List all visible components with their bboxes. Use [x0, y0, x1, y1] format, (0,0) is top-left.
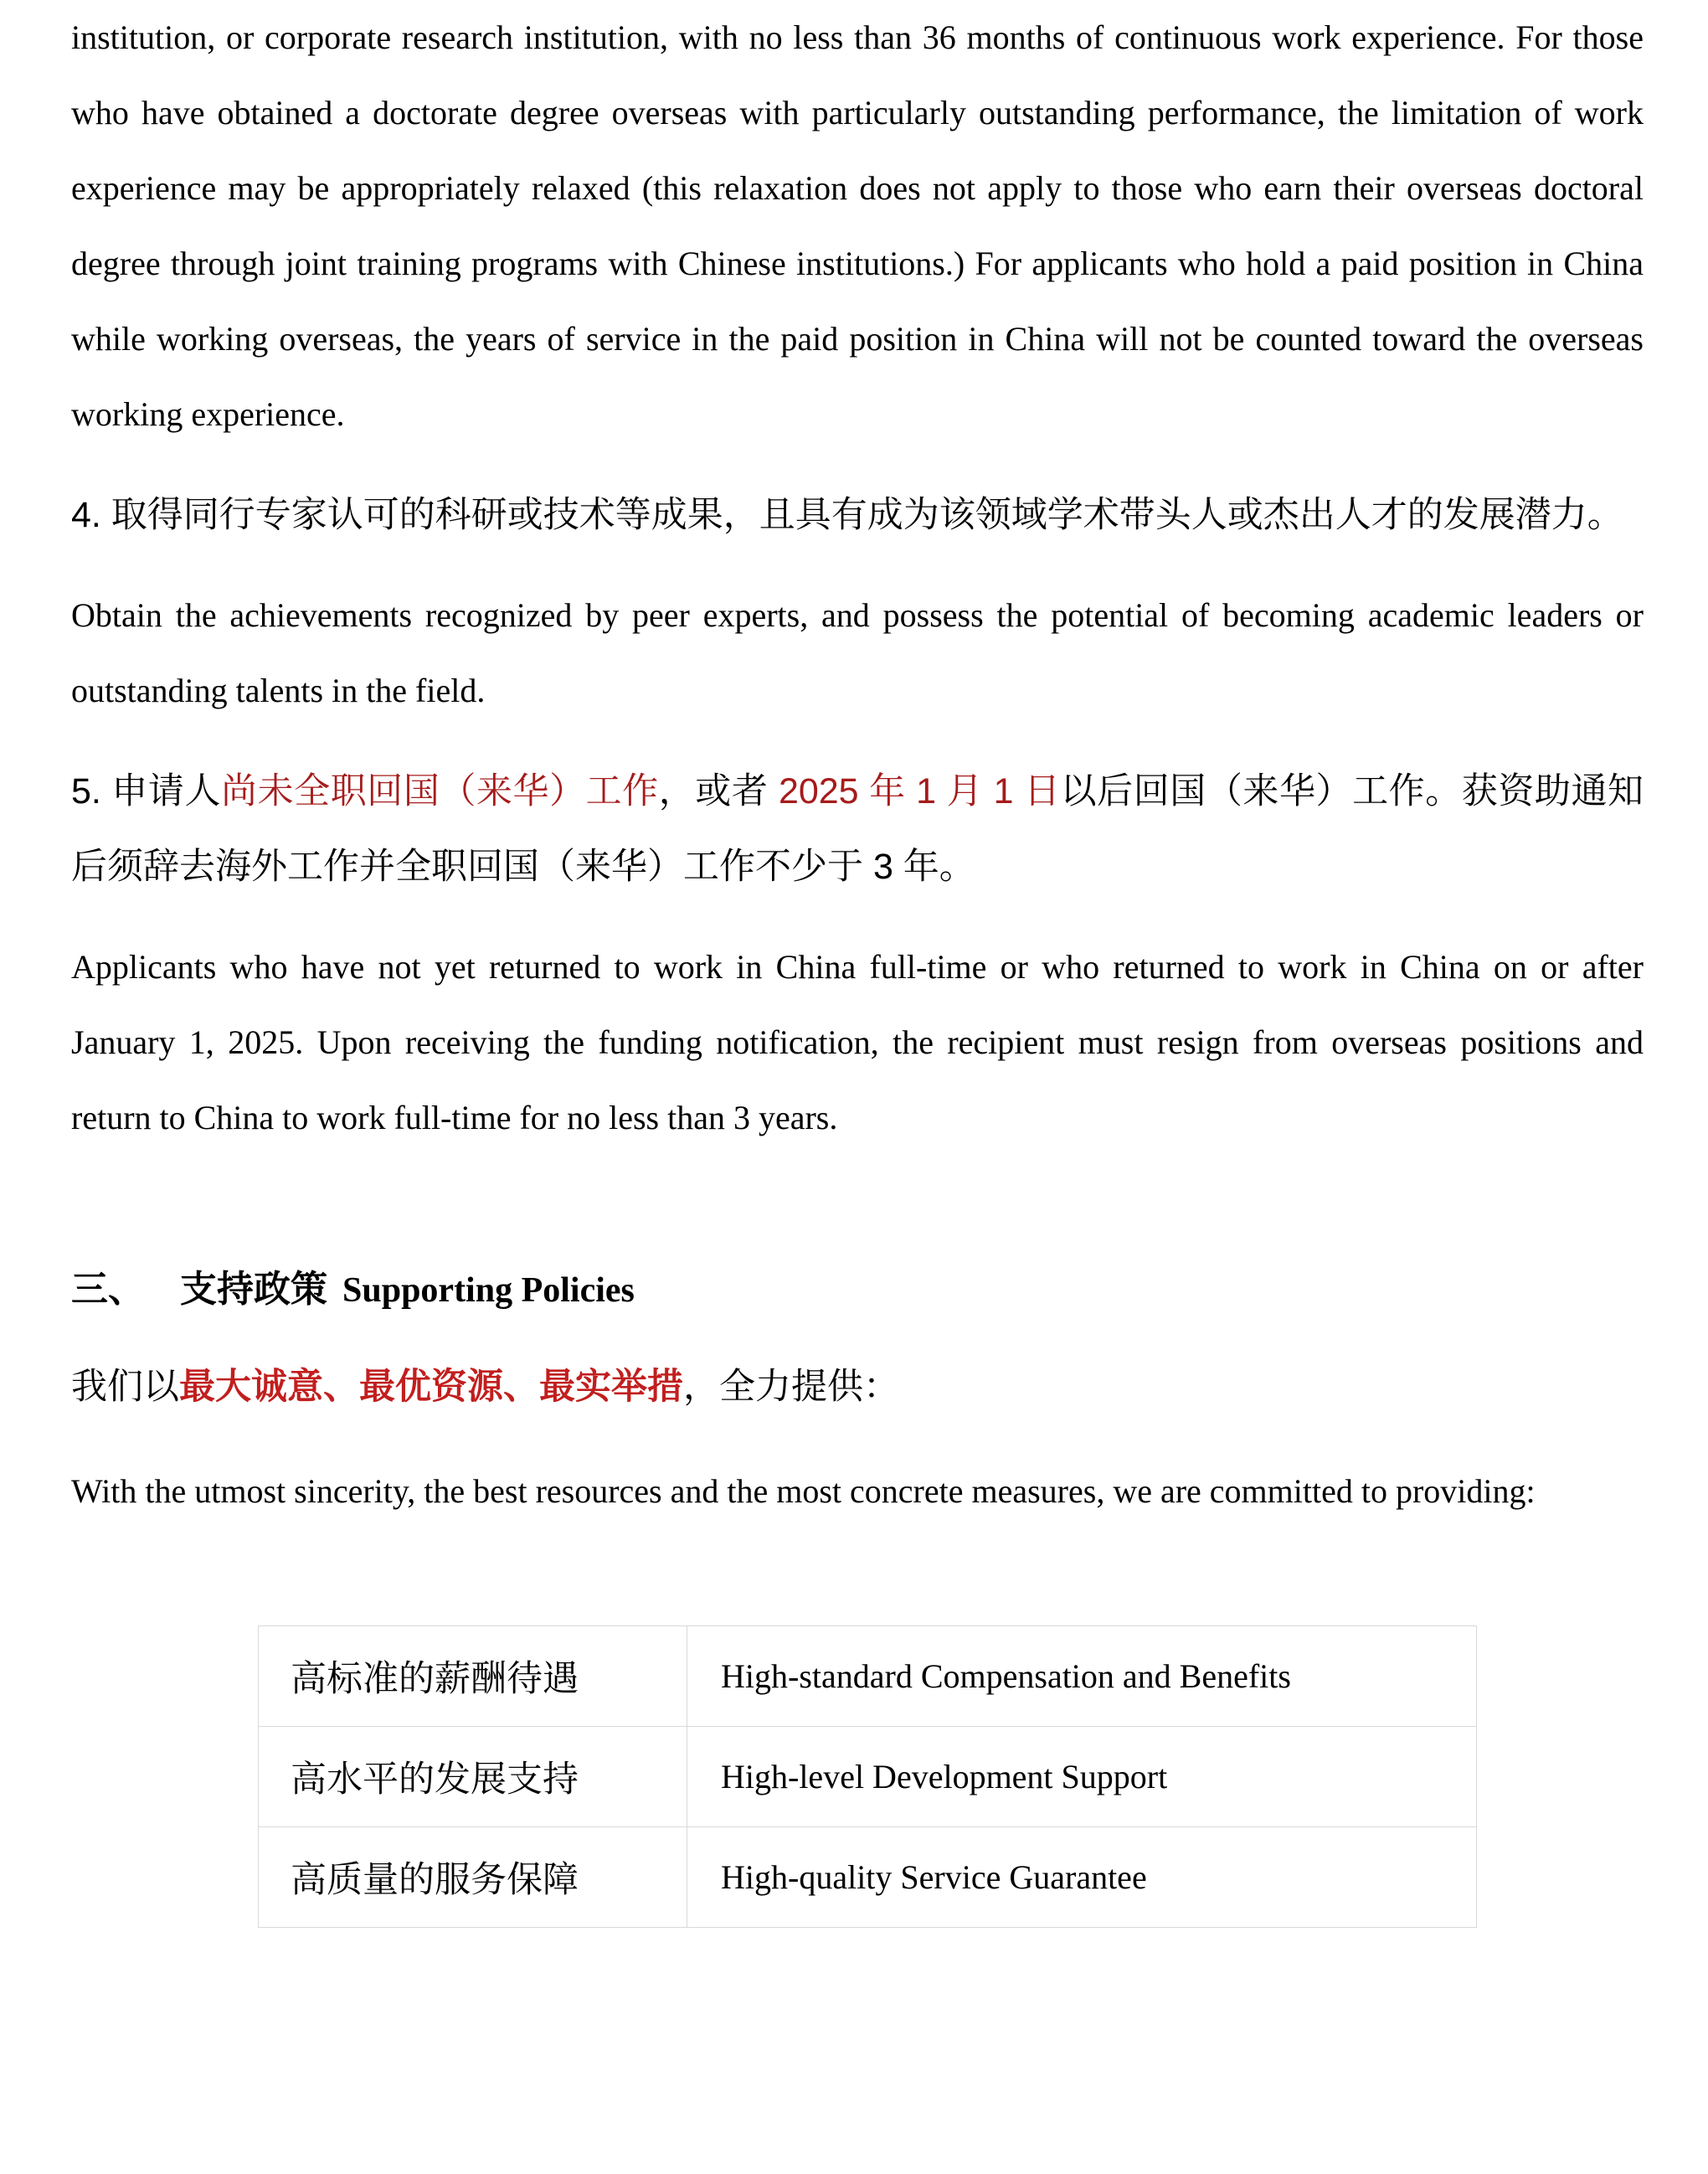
policy-red-emphasis: 最大诚意、最优资源、最实举措 — [179, 1367, 683, 1407]
policy-intro-english: With the utmost sincerity, the best resources and the most concrete measures, we are committed to providing: — [71, 1472, 1536, 1510]
policy-prefix: 我们以 — [71, 1367, 179, 1407]
section-heading-supporting-policies — [71, 1252, 1644, 1328]
paragraph-work-experience: institution, or corporate research institution, with no less than 36 months of continuous work experience. For those who have obtained a doctorate degree overseas with particularly outstanding performance, the limitation of work experience may be appropriately relaxed (this relaxation does not apply to those who earn their overseas doctoral degree through joint training programs with Chinese institutions.) For applicants who hold a paid position in China while working overseas, the years of service in the paid position in China will not be counted toward the overseas working experience. — [71, 18, 1644, 433]
table-row-service — [259, 1827, 1477, 1928]
item5-suffix: 以后回国（来华）工作。获资助通知后须辞去海外工作并全职回国（来华）工作不少于 3 年。 — [71, 771, 1644, 887]
item4-chinese: 4. 取得同行专家认可的科研或技术等成果，且具有成为该领域学术带头人或杰出人才的发展潜力。 — [71, 495, 1623, 535]
section-number: 三、 — [71, 1269, 145, 1310]
item4-english: Obtain the achievements recognized by peer experts, and possess the potential of becoming academic leaders or outstanding talents in the field. — [71, 596, 1644, 709]
policy-en-cell: High-standard Compensation and Benefits — [687, 1626, 1477, 1727]
item5-prefix: 5. 申请人 — [71, 771, 222, 811]
policy-zh-cell: 高标准的薪酬待遇 — [259, 1626, 687, 1727]
policy-suffix: ，全力提供： — [683, 1367, 899, 1407]
section-title-chinese: 支持政策 — [180, 1269, 327, 1310]
policy-zh-cell: 高质量的服务保障 — [259, 1827, 687, 1928]
policy-en-cell: High-level Development Support — [687, 1727, 1477, 1827]
table-row-compensation — [259, 1626, 1477, 1727]
section-title-english: Supporting Policies — [342, 1271, 635, 1310]
policy-intro-chinese — [71, 1349, 1644, 1424]
policy-zh-cell: 高水平的发展支持 — [259, 1727, 687, 1827]
item5-red-not-returned: 尚未全职回国（来华）工作 — [221, 771, 659, 811]
policy-en-cell: High-quality Service Guarantee — [687, 1827, 1477, 1928]
item5-mid: ，或者 — [658, 771, 779, 811]
item5-red-date: 2025 年 1 月 1 日 — [778, 771, 1061, 811]
item5-chinese — [71, 754, 1644, 904]
item5-english: Applicants who have not yet returned to work in China full-time or who returned to work in China on or after January 1, 2025. Upon receiving the funding notification, the recipient must resign from overseas positions and return to China to work full-time for no less than 3 years. — [71, 948, 1644, 1136]
supporting-policies-table — [258, 1625, 1477, 1928]
table-row-development — [259, 1727, 1477, 1827]
